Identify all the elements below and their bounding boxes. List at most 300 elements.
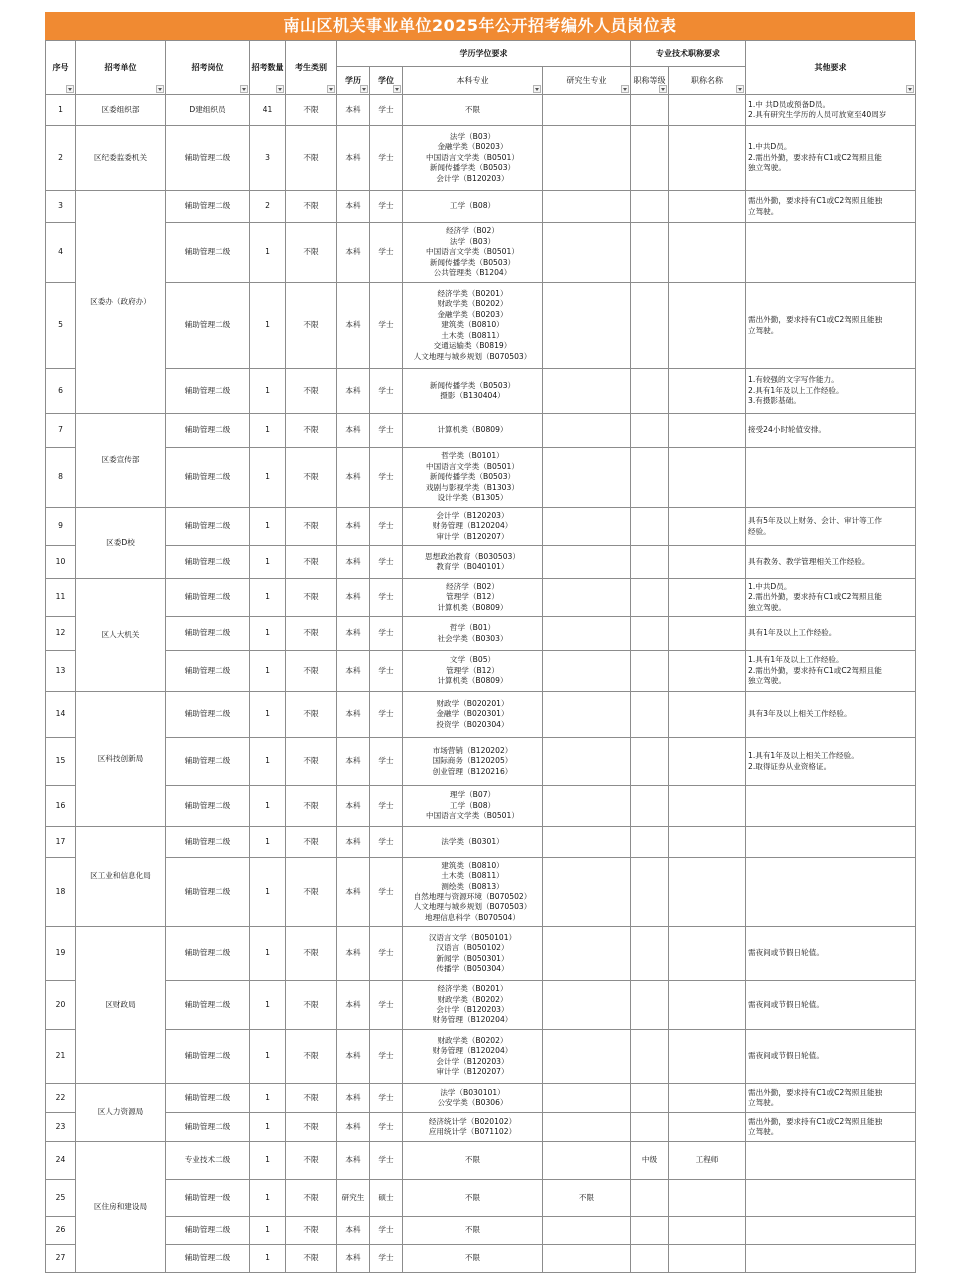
row-count: 1: [250, 927, 286, 981]
row-count: 1: [250, 1030, 286, 1084]
row-category: 不限: [286, 1084, 337, 1113]
row-major: [403, 738, 543, 786]
row-title-level: [631, 617, 669, 651]
row-count: 1: [250, 369, 286, 414]
row-edu: 本科: [337, 1030, 370, 1084]
row-other-req: [746, 692, 916, 738]
row-count: 1: [250, 448, 286, 508]
row-count: 1: [250, 414, 286, 448]
row-grad-major: [543, 414, 631, 448]
row-post: 辅助管理二级: [166, 369, 250, 414]
header-grad-major: 研究生专业: [543, 67, 631, 95]
row-degree: 学士: [370, 786, 403, 827]
row-title-name: [669, 126, 746, 191]
row-seq: 24: [46, 1142, 76, 1180]
row-seq: 10: [46, 546, 76, 579]
row-grad-major: [543, 283, 631, 369]
row-major: [403, 981, 543, 1030]
req-line: 1.具有1年及以上工作经验。: [748, 655, 844, 665]
row-title-level: [631, 927, 669, 981]
row-degree: 学士: [370, 617, 403, 651]
row-grad-major: [543, 546, 631, 579]
major-line: 戏剧与影视学类（B1303）: [426, 482, 519, 492]
major-line: 汉语言（B050102）: [436, 943, 509, 953]
row-count: 1: [250, 546, 286, 579]
row-major: [403, 927, 543, 981]
filter-dropdown-icon[interactable]: [393, 85, 401, 93]
req-line: 具有5年及以上财务、会计、审计等工作: [748, 516, 882, 526]
row-title-name: [669, 1217, 746, 1245]
filter-dropdown-icon[interactable]: [906, 85, 914, 93]
req-line: 经验。: [748, 526, 771, 536]
row-seq: 4: [46, 223, 76, 283]
row-title-name: [669, 223, 746, 283]
row-other-req: [746, 1180, 916, 1217]
major-line: 设计学类（B1305）: [437, 493, 508, 503]
row-major: [403, 508, 543, 546]
row-post: 辅助管理二级: [166, 1113, 250, 1142]
req-line: 需出外勤，要求持有C1或C2驾照且能独: [748, 1087, 883, 1097]
major-line: 国际商务（B120205）: [432, 756, 513, 766]
table-row: [46, 858, 916, 927]
row-category: 不限: [286, 1142, 337, 1180]
row-count: 1: [250, 786, 286, 827]
row-seq: 18: [46, 858, 76, 927]
major-line: 土木类（B0811）: [441, 871, 504, 881]
req-line: 独立驾驶。: [748, 163, 786, 173]
row-title-level: [631, 283, 669, 369]
row-category: 不限: [286, 981, 337, 1030]
row-degree: 学士: [370, 579, 403, 617]
row-grad-major: [543, 1245, 631, 1273]
row-major: [403, 1142, 543, 1180]
row-other-req: [746, 283, 916, 369]
req-line: 2.需出外勤，要求持有C1或C2驾照且能: [748, 665, 882, 675]
major-line: 财政学类（B0202）: [437, 1035, 508, 1045]
row-category: 不限: [286, 546, 337, 579]
row-edu: 本科: [337, 414, 370, 448]
row-title-name: [669, 546, 746, 579]
row-post: 辅助管理二级: [166, 508, 250, 546]
req-line: 2.具有研究生学历的人员可放宽至40周岁: [748, 110, 887, 119]
req-line: 立驾驶。: [748, 206, 779, 216]
row-seq: 21: [46, 1030, 76, 1084]
row-post: 辅助管理二级: [166, 738, 250, 786]
major-line: 财务管理（B120204）: [432, 1046, 513, 1056]
req-line: 2.具有1年及以上工作经验。: [748, 385, 844, 395]
row-major: [403, 369, 543, 414]
row-edu: 本科: [337, 927, 370, 981]
row-category: 不限: [286, 126, 337, 191]
table-row: [46, 1113, 916, 1142]
req-line: 2.需出外勤，要求持有C1或C2驾照且能: [748, 152, 882, 162]
row-title-level: [631, 981, 669, 1030]
row-title-name: [669, 692, 746, 738]
row-major: [403, 546, 543, 579]
table-row: [46, 738, 916, 786]
row-edu: 本科: [337, 858, 370, 927]
row-title-name: [669, 1030, 746, 1084]
major-line: 经济学类（B0201）: [437, 288, 508, 298]
table-row: [46, 617, 916, 651]
row-category: 不限: [286, 738, 337, 786]
row-grad-major: [543, 927, 631, 981]
row-other-req: [746, 1113, 916, 1142]
row-grad-major: 不限: [543, 1180, 631, 1217]
major-line: 法学类（B0301）: [441, 836, 504, 846]
major-line: 中国语言文学类（B0501）: [426, 811, 519, 821]
row-count: 1: [250, 858, 286, 927]
row-post: 辅助管理二级: [166, 414, 250, 448]
row-grad-major: [543, 126, 631, 191]
table-row: [46, 223, 916, 283]
major-line: 金融学类（B0203）: [437, 142, 508, 152]
row-grad-major: [543, 191, 631, 223]
major-line: 法学（B03）: [449, 131, 496, 141]
table-row: [46, 981, 916, 1030]
row-count: 1: [250, 1217, 286, 1245]
major-line: 中国语言文学类（B0501）: [426, 247, 519, 257]
row-count: 2: [250, 191, 286, 223]
table-row: [46, 1180, 916, 1217]
row-major: [403, 223, 543, 283]
row-count: 1: [250, 617, 286, 651]
row-major: [403, 283, 543, 369]
row-grad-major: [543, 95, 631, 126]
row-degree: 学士: [370, 1245, 403, 1273]
req-line: 需夜间或节假日轮值。: [748, 1051, 824, 1061]
row-other-req: [746, 786, 916, 827]
req-line: 1.中共D员。: [748, 581, 792, 591]
row-other-req: [746, 191, 916, 223]
row-degree: 硕士: [370, 1180, 403, 1217]
req-line: 2.需出外勤，要求持有C1或C2驾照且能: [748, 592, 882, 602]
row-title-level: [631, 579, 669, 617]
row-degree: 学士: [370, 1030, 403, 1084]
major-line: 不限: [464, 1225, 481, 1235]
major-line: 金融学（B020301）: [436, 709, 509, 719]
job-table-sheet: [45, 12, 915, 1273]
row-grad-major: [543, 579, 631, 617]
header-title-level: 职称等级: [631, 67, 669, 95]
req-line: 独立驾驶。: [748, 602, 786, 612]
table-row: [46, 927, 916, 981]
row-title-level: [631, 1217, 669, 1245]
row-category: 不限: [286, 191, 337, 223]
row-edu: 本科: [337, 786, 370, 827]
row-title-name: [669, 1084, 746, 1113]
row-seq: 12: [46, 617, 76, 651]
row-other-req: [746, 448, 916, 508]
req-line: 独立驾驶。: [748, 676, 786, 686]
major-line: 汉语言文学（B050101）: [428, 932, 517, 942]
major-line: 中国语言文学类（B0501）: [426, 152, 519, 162]
row-category: 不限: [286, 617, 337, 651]
major-line: 教育学（B040101）: [436, 562, 509, 571]
row-count: 1: [250, 1245, 286, 1273]
sheet-title: 南山区机关事业单位2025年公开招考编外人员岗位表: [45, 12, 915, 40]
row-post: 辅助管理二级: [166, 1084, 250, 1113]
row-major: [403, 95, 543, 126]
row-count: 1: [250, 1180, 286, 1217]
row-post: 辅助管理二级: [166, 126, 250, 191]
row-title-level: [631, 369, 669, 414]
row-category: 不限: [286, 223, 337, 283]
row-degree: 学士: [370, 508, 403, 546]
major-line: 经济学类（B0201）: [437, 984, 508, 994]
row-category: 不限: [286, 414, 337, 448]
filter-dropdown-icon[interactable]: [276, 85, 284, 93]
row-title-level: [631, 191, 669, 223]
filter-dropdown-icon[interactable]: [736, 85, 744, 93]
row-edu: 本科: [337, 546, 370, 579]
row-title-level: [631, 827, 669, 858]
major-line: 哲学类（B0101）: [441, 451, 504, 461]
row-degree: 学士: [370, 1113, 403, 1142]
row-edu: 本科: [337, 981, 370, 1030]
row-title-level: [631, 1180, 669, 1217]
row-count: 1: [250, 981, 286, 1030]
major-line: 应用统计学（B071102）: [428, 1127, 517, 1136]
row-title-level: [631, 1084, 669, 1113]
major-line: 不限: [464, 1253, 481, 1263]
row-major: [403, 1245, 543, 1273]
row-seq: 6: [46, 369, 76, 414]
row-title-name: [669, 95, 746, 126]
row-degree: 学士: [370, 651, 403, 692]
row-seq: 7: [46, 414, 76, 448]
major-line: 传播学（B050304）: [436, 963, 509, 973]
row-grad-major: [543, 369, 631, 414]
row-other-req: [746, 414, 916, 448]
row-edu: 本科: [337, 579, 370, 617]
row-title-level: [631, 1245, 669, 1273]
major-line: 不限: [464, 104, 481, 114]
row-post: 辅助管理二级: [166, 927, 250, 981]
row-category: 不限: [286, 1180, 337, 1217]
row-post: 辅助管理二级: [166, 692, 250, 738]
row-unit: 区人力资源局: [76, 1084, 166, 1142]
row-edu: 本科: [337, 738, 370, 786]
job-table-body: [46, 95, 916, 1273]
major-line: 会计学（B120203）: [436, 173, 509, 183]
row-title-name: [669, 414, 746, 448]
row-category: 不限: [286, 786, 337, 827]
row-category: 不限: [286, 448, 337, 508]
major-line: 建筑类（B0810）: [441, 320, 504, 330]
header-major: 本科专业: [403, 67, 543, 95]
row-grad-major: [543, 981, 631, 1030]
table-row: [46, 827, 916, 858]
row-category: 不限: [286, 1245, 337, 1273]
table-row: [46, 283, 916, 369]
row-title-name: [669, 651, 746, 692]
row-edu: 本科: [337, 223, 370, 283]
row-title-name: [669, 283, 746, 369]
row-grad-major: [543, 1030, 631, 1084]
table-row: [46, 546, 916, 579]
req-line: 立驾驶。: [748, 325, 779, 335]
row-title-level: [631, 126, 669, 191]
req-line: 具有教务、教学管理相关工作经验。: [748, 556, 870, 566]
row-edu: 本科: [337, 95, 370, 126]
row-title-name: [669, 508, 746, 546]
row-category: 不限: [286, 858, 337, 927]
row-seq: 25: [46, 1180, 76, 1217]
major-line: 人文地理与城乡规划（B070503）: [413, 902, 532, 912]
filter-dropdown-icon[interactable]: [240, 85, 248, 93]
row-edu: 本科: [337, 448, 370, 508]
major-line: 思想政治教育（B030503）: [425, 551, 520, 561]
row-degree: 学士: [370, 546, 403, 579]
major-line: 投资学（B020304）: [436, 719, 509, 729]
row-title-level: [631, 1030, 669, 1084]
major-line: 不限: [464, 1155, 481, 1165]
row-count: 1: [250, 579, 286, 617]
row-other-req: [746, 546, 916, 579]
row-title-name: [669, 738, 746, 786]
major-line: 文学（B05）: [449, 655, 496, 665]
row-category: 不限: [286, 1030, 337, 1084]
row-post: 辅助管理二级: [166, 223, 250, 283]
req-line: 具有1年及以上工作经验。: [748, 628, 837, 638]
row-seq: 22: [46, 1084, 76, 1113]
row-title-level: [631, 738, 669, 786]
row-category: 不限: [286, 369, 337, 414]
row-other-req: [746, 1217, 916, 1245]
filter-dropdown-icon[interactable]: [327, 85, 335, 93]
row-category: 不限: [286, 1113, 337, 1142]
row-post: 辅助管理二级: [166, 1217, 250, 1245]
row-other-req: [746, 95, 916, 126]
row-other-req: [746, 1245, 916, 1273]
req-line: 需出外勤，要求持有C1或C2驾照且能独: [748, 1116, 883, 1126]
row-seq: 14: [46, 692, 76, 738]
row-edu: 本科: [337, 126, 370, 191]
major-line: 新闻传播学类（B0503）: [429, 380, 516, 390]
row-degree: 学士: [370, 827, 403, 858]
major-line: 测绘类（B0813）: [441, 881, 504, 891]
filter-dropdown-icon[interactable]: [659, 85, 667, 93]
row-count: 1: [250, 827, 286, 858]
table-row: [46, 95, 916, 126]
row-edu: 本科: [337, 617, 370, 651]
header-post: 招考岗位: [166, 41, 250, 95]
row-other-req: [746, 579, 916, 617]
row-major: [403, 191, 543, 223]
row-unit: 区委D校: [76, 508, 166, 579]
row-unit: 区纪委监委机关: [76, 126, 166, 191]
row-post: 辅助管理二级: [166, 579, 250, 617]
row-grad-major: [543, 508, 631, 546]
row-grad-major: [543, 223, 631, 283]
row-count: 1: [250, 1084, 286, 1113]
row-other-req: [746, 1084, 916, 1113]
row-seq: 9: [46, 508, 76, 546]
row-major: [403, 786, 543, 827]
row-degree: 学士: [370, 981, 403, 1030]
major-line: 法学（B03）: [449, 236, 496, 246]
row-major: [403, 651, 543, 692]
filter-dropdown-icon[interactable]: [66, 85, 74, 93]
row-edu: 研究生: [337, 1180, 370, 1217]
row-title-name: [669, 927, 746, 981]
req-line: 1.具有1年及以上相关工作经验。: [748, 751, 859, 761]
row-other-req: [746, 223, 916, 283]
row-category: 不限: [286, 579, 337, 617]
row-unit: 区财政局: [76, 927, 166, 1084]
filter-dropdown-icon[interactable]: [360, 85, 368, 93]
row-title-name: [669, 617, 746, 651]
row-title-name: [669, 191, 746, 223]
major-line: 创业管理（B120216）: [432, 766, 513, 776]
row-major: [403, 448, 543, 508]
row-post: 辅助管理一级: [166, 1180, 250, 1217]
filter-dropdown-icon[interactable]: [156, 85, 164, 93]
row-unit: 区委宣传部: [76, 414, 166, 508]
row-other-req: [746, 827, 916, 858]
req-line: 3.有摄影基础。: [748, 396, 801, 406]
row-seq: 8: [46, 448, 76, 508]
row-grad-major: [543, 448, 631, 508]
row-grad-major: [543, 617, 631, 651]
header-unit: 招考单位: [76, 41, 166, 95]
row-unit: 区委办（政府办）: [76, 191, 166, 414]
row-edu: 本科: [337, 827, 370, 858]
row-edu: 本科: [337, 692, 370, 738]
major-line: 哲学（B01）: [449, 623, 496, 633]
header-seq: 序号: [46, 41, 76, 95]
row-seq: 20: [46, 981, 76, 1030]
row-post: 辅助管理二级: [166, 786, 250, 827]
major-line: 经济统计学（B020102）: [428, 1116, 517, 1126]
table-row: [46, 448, 916, 508]
table-row: [46, 1245, 916, 1273]
row-major: [403, 858, 543, 927]
row-post: 辅助管理二级: [166, 191, 250, 223]
major-line: 法学（B030101）: [440, 1087, 505, 1097]
row-title-level: [631, 786, 669, 827]
major-line: 财政学（B020201）: [436, 698, 509, 708]
row-category: 不限: [286, 1217, 337, 1245]
filter-dropdown-icon[interactable]: [533, 85, 541, 93]
row-grad-major: [543, 738, 631, 786]
req-line: 具有3年及以上相关工作经验。: [748, 709, 852, 719]
row-seq: 26: [46, 1217, 76, 1245]
table-row: [46, 369, 916, 414]
row-title-level: [631, 95, 669, 126]
row-unit: 区工业和信息化局: [76, 827, 166, 927]
major-line: 理学（B07）: [449, 790, 496, 800]
major-line: 工学（B08）: [449, 800, 496, 810]
row-post: 辅助管理二级: [166, 858, 250, 927]
row-grad-major: [543, 1217, 631, 1245]
row-seq: 3: [46, 191, 76, 223]
row-title-level: [631, 1113, 669, 1142]
table-row: [46, 651, 916, 692]
row-title-name: [669, 448, 746, 508]
major-line: 市场营销（B120202）: [432, 745, 513, 755]
table-row: [46, 191, 916, 223]
row-other-req: [746, 981, 916, 1030]
major-line: 财务管理（B120204）: [432, 1015, 513, 1025]
major-line: 会计学（B120203）: [436, 1056, 509, 1066]
major-line: 交通运输类（B0819）: [433, 341, 512, 351]
filter-dropdown-icon[interactable]: [621, 85, 629, 93]
row-title-name: [669, 1113, 746, 1142]
row-count: 41: [250, 95, 286, 126]
row-other-req: [746, 1142, 916, 1180]
